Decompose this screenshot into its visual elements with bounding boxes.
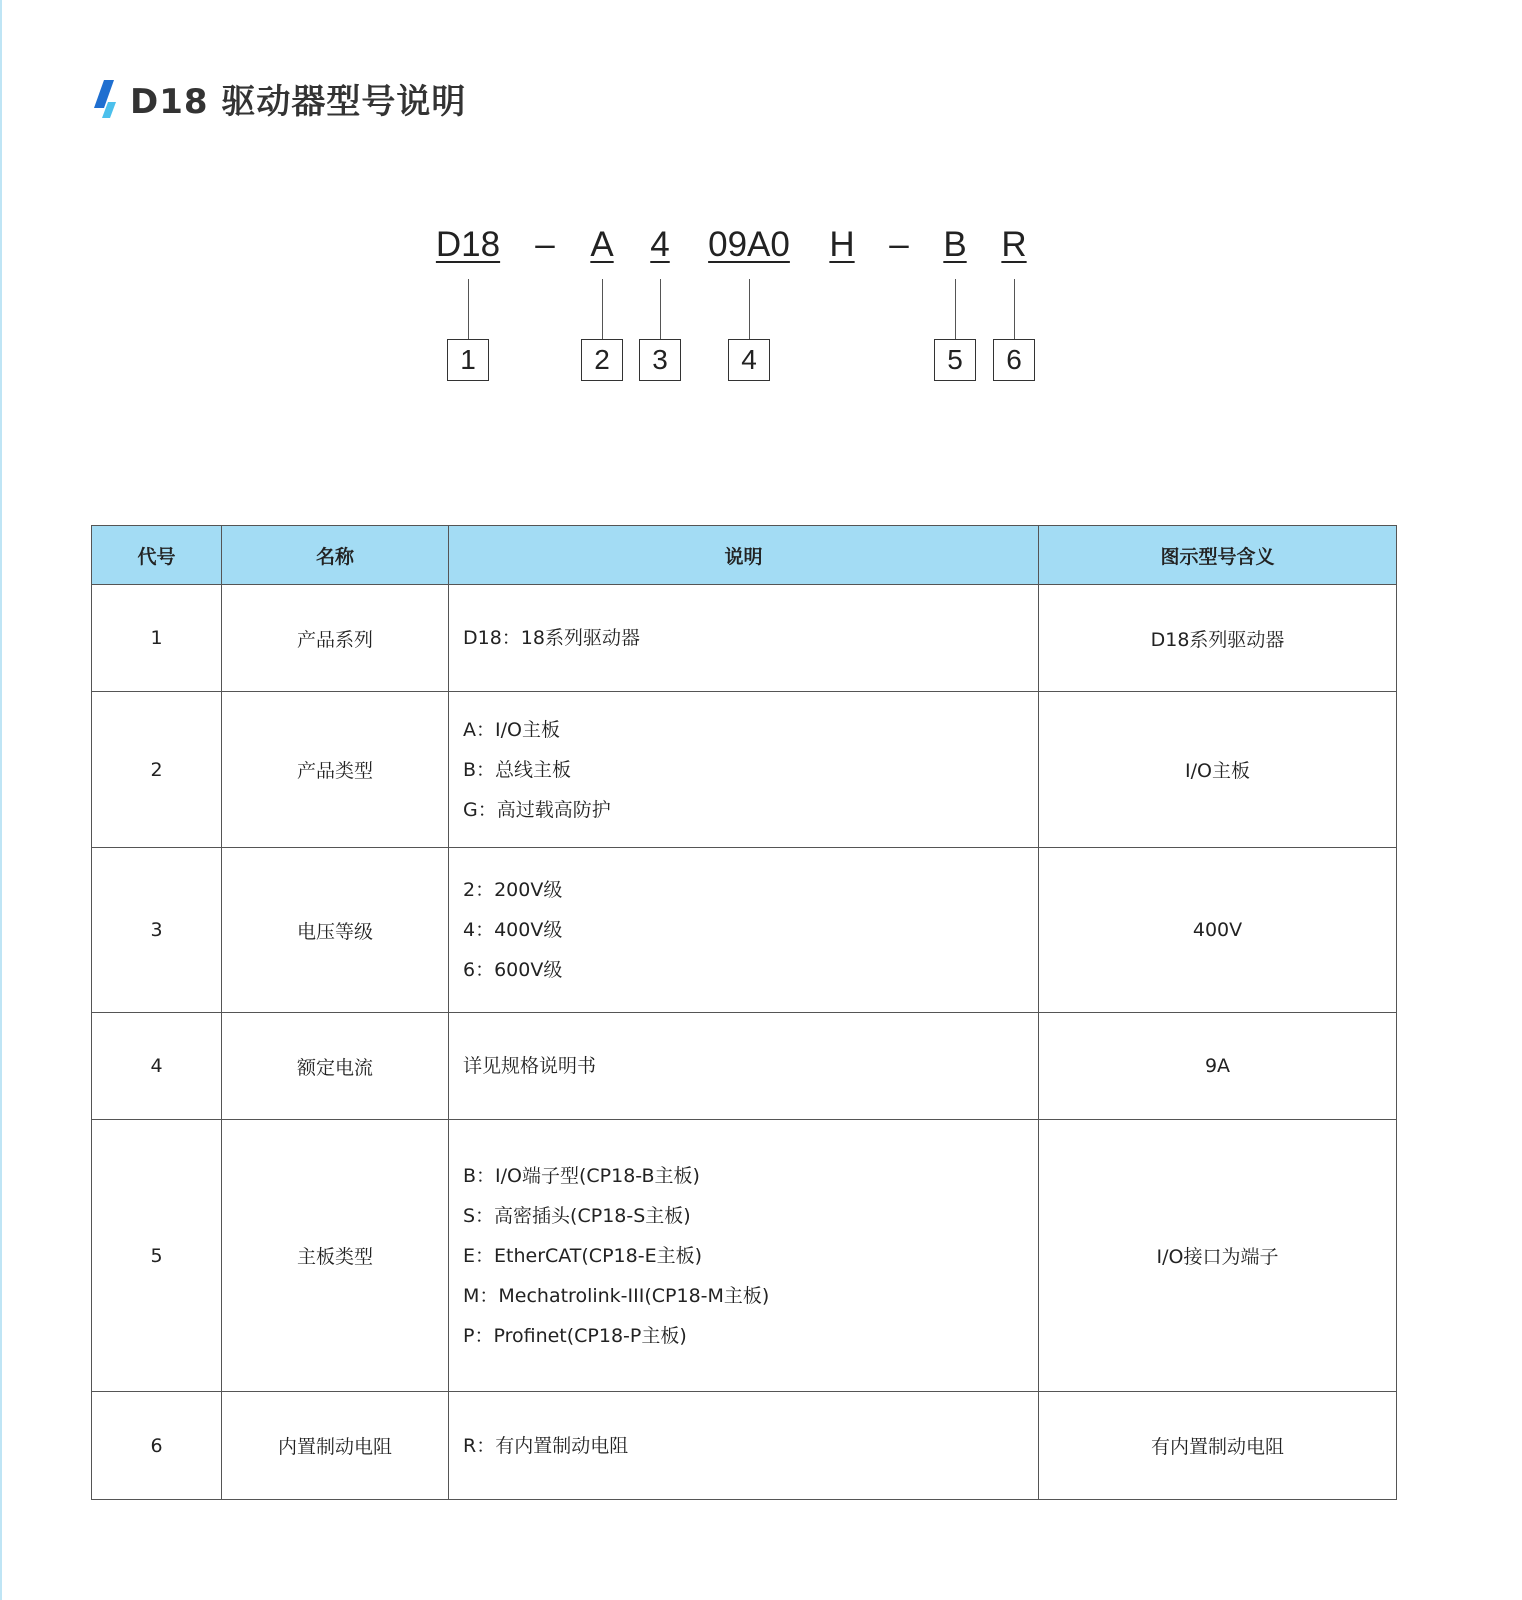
model-segment-resistor: R	[1001, 225, 1027, 264]
cell-name: 电压等级	[222, 848, 449, 1013]
cell-meaning: I/O接口为端子	[1039, 1120, 1397, 1392]
cell-code: 3	[92, 848, 222, 1013]
description-line: R：有内置制动电阻	[463, 1434, 629, 1457]
model-separator: –	[535, 225, 555, 264]
marker-box: 5	[934, 339, 976, 381]
table-row	[92, 1120, 1397, 1392]
cell-meaning: 有内置制动电阻	[1039, 1392, 1397, 1500]
cell-description	[449, 1392, 1039, 1500]
cell-description	[449, 1120, 1039, 1392]
table-row	[92, 585, 1397, 692]
cell-description	[449, 585, 1039, 692]
marker-box: 6	[993, 339, 1035, 381]
header-name: 名称	[222, 526, 449, 585]
connector-line	[602, 279, 603, 339]
description-line: 详见规格说明书	[463, 1055, 597, 1077]
header-description: 说明	[449, 526, 1039, 585]
marker-box: 3	[639, 339, 681, 381]
cell-code: 1	[92, 585, 222, 692]
table-row	[92, 692, 1397, 848]
marker-box: 2	[581, 339, 623, 381]
cell-name: 产品系列	[222, 585, 449, 692]
cell-name: 产品类型	[222, 692, 449, 848]
cell-code: 5	[92, 1120, 222, 1392]
table-row	[92, 1392, 1397, 1500]
table-row	[92, 1013, 1397, 1120]
model-segment-series: D18	[435, 225, 501, 264]
cell-code: 2	[92, 692, 222, 848]
cell-description	[449, 848, 1039, 1013]
header-meaning: 图示型号含义	[1039, 526, 1397, 585]
model-code-diagram	[0, 225, 1522, 395]
description-line: E：EtherCAT(CP18-E主板)	[463, 1244, 702, 1267]
model-segment-h: H	[829, 225, 855, 264]
connector-line	[1014, 279, 1015, 339]
cell-meaning: 400V	[1039, 848, 1397, 1013]
description-line: 2：200V级	[463, 879, 563, 901]
cell-description	[449, 692, 1039, 848]
spec-table	[91, 525, 1397, 1500]
connector-line	[468, 279, 469, 339]
cell-description	[449, 1013, 1039, 1120]
model-separator: –	[889, 225, 909, 264]
cell-code: 4	[92, 1013, 222, 1120]
slanted-bars-icon	[92, 78, 120, 118]
description-line: D18：18系列驱动器	[463, 627, 640, 649]
cell-meaning: I/O主板	[1039, 692, 1397, 848]
model-segment-board: B	[943, 225, 967, 264]
cell-name: 主板类型	[222, 1120, 449, 1392]
connector-line	[955, 279, 956, 339]
cell-meaning: 9A	[1039, 1013, 1397, 1120]
table-row	[92, 848, 1397, 1013]
description-line: S：高密插头(CP18-S主板)	[463, 1204, 691, 1227]
description-line: P：Profinet(CP18-P主板)	[463, 1324, 687, 1347]
cell-code: 6	[92, 1392, 222, 1500]
connector-line	[749, 279, 750, 339]
marker-box: 1	[447, 339, 489, 381]
connector-line	[660, 279, 661, 339]
description-line: B：总线主板	[463, 758, 572, 781]
model-segment-current: 09A0	[708, 225, 790, 264]
cell-name: 内置制动电阻	[222, 1392, 449, 1500]
description-line: 6：600V级	[463, 959, 563, 981]
cell-name: 额定电流	[222, 1013, 449, 1120]
marker-box: 4	[728, 339, 770, 381]
page-title: D18 驱动器型号说明	[130, 81, 467, 122]
section-heading	[92, 76, 466, 120]
table-header-row	[92, 526, 1397, 585]
description-line: B：I/O端子型(CP18-B主板)	[463, 1164, 700, 1187]
header-code: 代号	[92, 526, 222, 585]
description-line: G：高过载高防护	[463, 798, 611, 821]
model-segment-voltage: 4	[650, 225, 670, 264]
description-line: A：I/O主板	[463, 718, 560, 741]
description-line: M：Mechatrolink-III(CP18-M主板)	[463, 1284, 770, 1307]
cell-meaning: D18系列驱动器	[1039, 585, 1397, 692]
model-segment-type: A	[590, 225, 614, 264]
description-line: 4：400V级	[463, 919, 563, 941]
